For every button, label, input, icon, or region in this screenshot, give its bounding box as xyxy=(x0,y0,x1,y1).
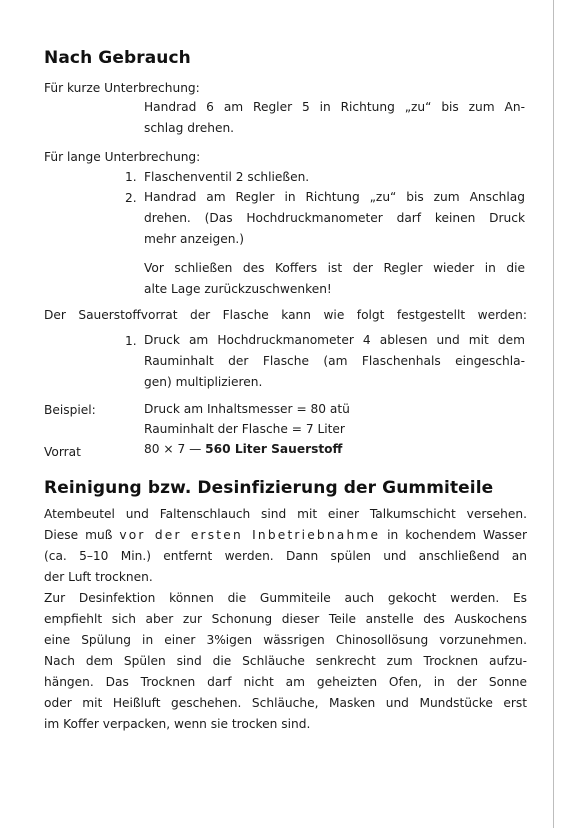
step-line: Rauminhalt der Flasche (am Flaschenhals eingeschla- xyxy=(144,354,525,368)
example-volume: Rauminhalt der Flasche = 7 Liter xyxy=(144,422,345,436)
cleaning-paragraph-1 xyxy=(44,504,527,588)
supply-calculation xyxy=(144,441,342,457)
swing-back-note xyxy=(144,258,525,300)
paragraph-line: (ca. 5–10 Min.) entfernt werden. Dann spülen und anschließend an xyxy=(44,549,527,563)
long-break-step-1: Flaschenventil 2 schließen. xyxy=(144,170,310,184)
text-run: Diese muß xyxy=(44,528,120,542)
list-number: 1. xyxy=(125,170,137,184)
long-break-step-2 xyxy=(144,187,525,250)
supply-result: 560 Liter Sauerstoff xyxy=(205,442,343,456)
step-line: mehr anzeigen.) xyxy=(144,232,245,246)
short-break-line: Handrad 6 am Regler 5 in Richtung „zu“ bis zum An- xyxy=(144,100,525,114)
step-line: Druck am Hochdruckmanometer 4 ablesen und mit dem xyxy=(144,333,525,347)
paragraph-line xyxy=(44,525,527,546)
paragraph-line: der Luft trocknen. xyxy=(44,570,153,584)
section-heading-reinigung: Reinigung bzw. Desinfizierung der Gummiteile xyxy=(44,478,494,498)
supply-intro-line: Der Sauerstoffvorrat der Flasche kann wie folgt festgestellt werden: xyxy=(44,308,527,322)
paragraph-line: empfiehlt sich aber zur Schonung dieser Teile anstelle des Auskochens xyxy=(44,612,527,626)
long-break-label: Für lange Unterbrechung: xyxy=(44,150,201,164)
paragraph-line: Zur Desinfektion können die Gummiteile auch gekocht werden. Es xyxy=(44,591,527,605)
note-line: alte Lage zurückzuschwenken! xyxy=(144,282,332,296)
short-break-text xyxy=(144,97,525,139)
step-line: drehen. (Das Hochdruckmanometer darf keinen Druck xyxy=(144,211,525,225)
emphasized-text: vor der ersten Inbetriebnahme xyxy=(119,528,381,542)
paragraph-line: Nach dem Spülen sind die Schläuche senkrecht zum Trocknen aufzu- xyxy=(44,654,527,668)
paragraph-line: im Koffer verpacken, wenn sie trocken sind. xyxy=(44,717,311,731)
list-number: 1. xyxy=(125,334,137,348)
example-label: Beispiel: xyxy=(44,403,96,417)
text-run: in kochendem Wasser xyxy=(380,528,527,542)
note-line: Vor schließen des Koffers ist der Regler wieder in die xyxy=(144,261,525,275)
short-break-line: schlag drehen. xyxy=(144,121,235,135)
supply-step-1 xyxy=(144,330,525,393)
page-edge-divider xyxy=(553,0,554,828)
list-number: 2. xyxy=(125,191,137,205)
supply-label: Vorrat xyxy=(44,445,81,459)
section-heading-nach-gebrauch: Nach Gebrauch xyxy=(44,48,191,68)
step-line: Handrad am Regler in Richtung „zu“ bis zum Anschlag xyxy=(144,190,525,204)
paragraph-line: Atembeutel und Faltenschlauch sind mit einer Talkumschicht versehen. xyxy=(44,507,527,521)
paragraph-line: hängen. Das Trocknen darf nicht am geheizten Ofen, in der Sonne xyxy=(44,675,527,689)
step-line: gen) multiplizieren. xyxy=(144,375,263,389)
example-pressure: Druck am Inhaltsmesser = 80 atü xyxy=(144,402,350,416)
supply-calc-text: 80 × 7 — xyxy=(144,442,206,456)
paragraph-line: oder mit Heißluft geschehen. Schläuche, Masken und Mundstücke erst xyxy=(44,696,527,710)
short-break-label: Für kurze Unterbrechung: xyxy=(44,81,200,95)
supply-intro xyxy=(44,305,527,326)
cleaning-paragraph-2 xyxy=(44,588,527,735)
paragraph-line: eine Spülung in einer 3%igen wässrigen Chinosollösung vorzunehmen. xyxy=(44,633,527,647)
